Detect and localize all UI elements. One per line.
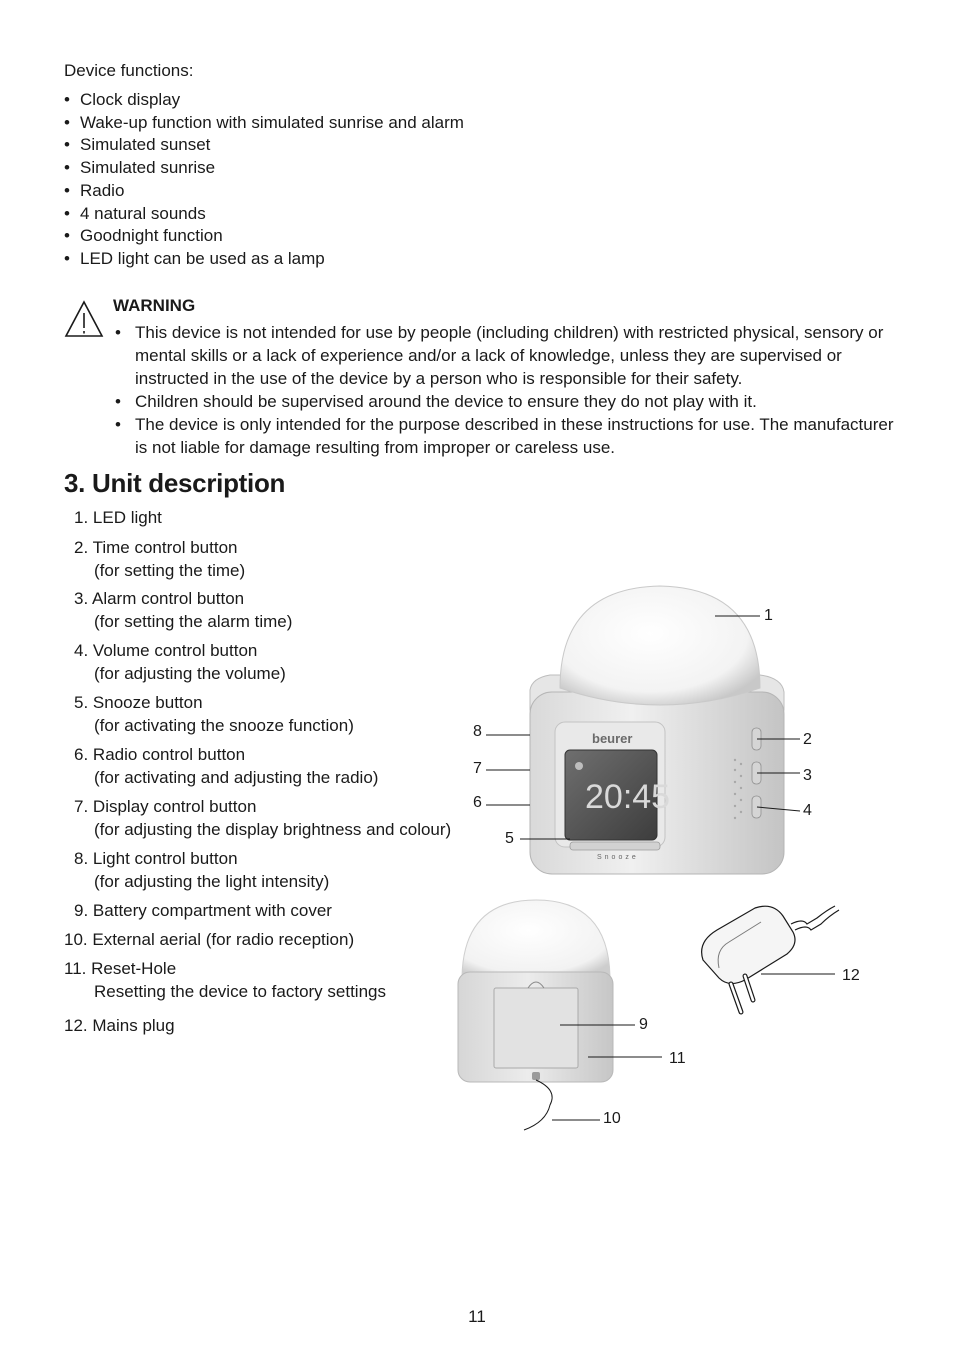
part-item: 10. External aerial (for radio reception) <box>64 930 355 949</box>
callout-label: 7 <box>473 760 482 777</box>
part-item: 7. Display control button (for adjusting the display brightness and colour) <box>74 797 452 839</box>
list-item: • Clock display <box>64 89 464 112</box>
part-item: 8. Light control button (for adjusting the light intensity) <box>74 849 330 891</box>
part-item: 11. Reset-Hole Resetting the device to factory settings <box>64 959 386 1001</box>
warning-item: • This device is not intended for use by people (including children) with restricted physical, sensory or mental skills or a lack of experience and/or a lack of knowledge, unless they are supervised or instructed in the use of the device by a person who is responsible for their safety. <box>113 321 903 390</box>
part-item: 3. Alarm control button (for setting the alarm time) <box>74 589 293 631</box>
mains-plug-illustration <box>695 900 845 1025</box>
callout-label: 6 <box>473 794 482 811</box>
callout-label: 10 <box>603 1110 621 1127</box>
page-number: 11 <box>468 1307 486 1326</box>
brand-logo: beurer <box>592 731 633 746</box>
callout-label: 2 <box>803 731 812 748</box>
part-item: 6. Radio control button (for activating and adjusting the radio) <box>74 745 379 787</box>
callout-label: 3 <box>803 767 812 784</box>
display-time: 20:45 <box>585 778 671 816</box>
list-item: • LED light can be used as a lamp <box>64 248 464 271</box>
callout-label: 11 <box>669 1050 686 1067</box>
list-item: • Simulated sunrise <box>64 157 464 180</box>
list-item: • Simulated sunset <box>64 134 464 157</box>
section-title: 3. Unit description <box>64 468 286 498</box>
device-back-illustration <box>450 890 680 1140</box>
list-item: • Goodnight function <box>64 225 464 248</box>
device-front-illustration <box>460 580 860 880</box>
list-item: • 4 natural sounds <box>64 203 464 226</box>
snooze-text: Snooze <box>597 854 639 861</box>
intro-text: Device functions: <box>64 61 194 80</box>
warning-triangle-icon <box>64 300 104 338</box>
function-list <box>64 89 464 271</box>
part-item: 9. Battery compartment with cover <box>74 901 332 920</box>
part-item: 2. Time control button (for setting the time) <box>74 538 246 580</box>
callout-label: 1 <box>764 607 773 624</box>
list-item: • Wake-up function with simulated sunrise and alarm <box>64 112 464 135</box>
warning-item: • Children should be supervised around the device to ensure they do not play with it. <box>113 390 903 413</box>
callout-label: 5 <box>505 830 514 847</box>
warning-title: WARNING <box>113 296 196 315</box>
warning-item: • The device is only intended for the purpose described in these instructions for use. The manufacturer is not liable for damage resulting from improper or careless use. <box>113 413 903 459</box>
part-item: 5. Snooze button (for activating the snooze function) <box>74 693 354 735</box>
callout-label: 12 <box>842 967 860 984</box>
part-item: 12. Mains plug <box>64 1016 175 1035</box>
part-item: 1. LED light <box>74 508 162 527</box>
callout-label: 8 <box>473 723 482 740</box>
warning-list <box>113 321 903 459</box>
callout-label: 9 <box>639 1016 648 1033</box>
list-item: • Radio <box>64 180 464 203</box>
callout-label: 4 <box>803 802 812 819</box>
part-item: 4. Volume control button (for adjusting the volume) <box>74 641 286 683</box>
